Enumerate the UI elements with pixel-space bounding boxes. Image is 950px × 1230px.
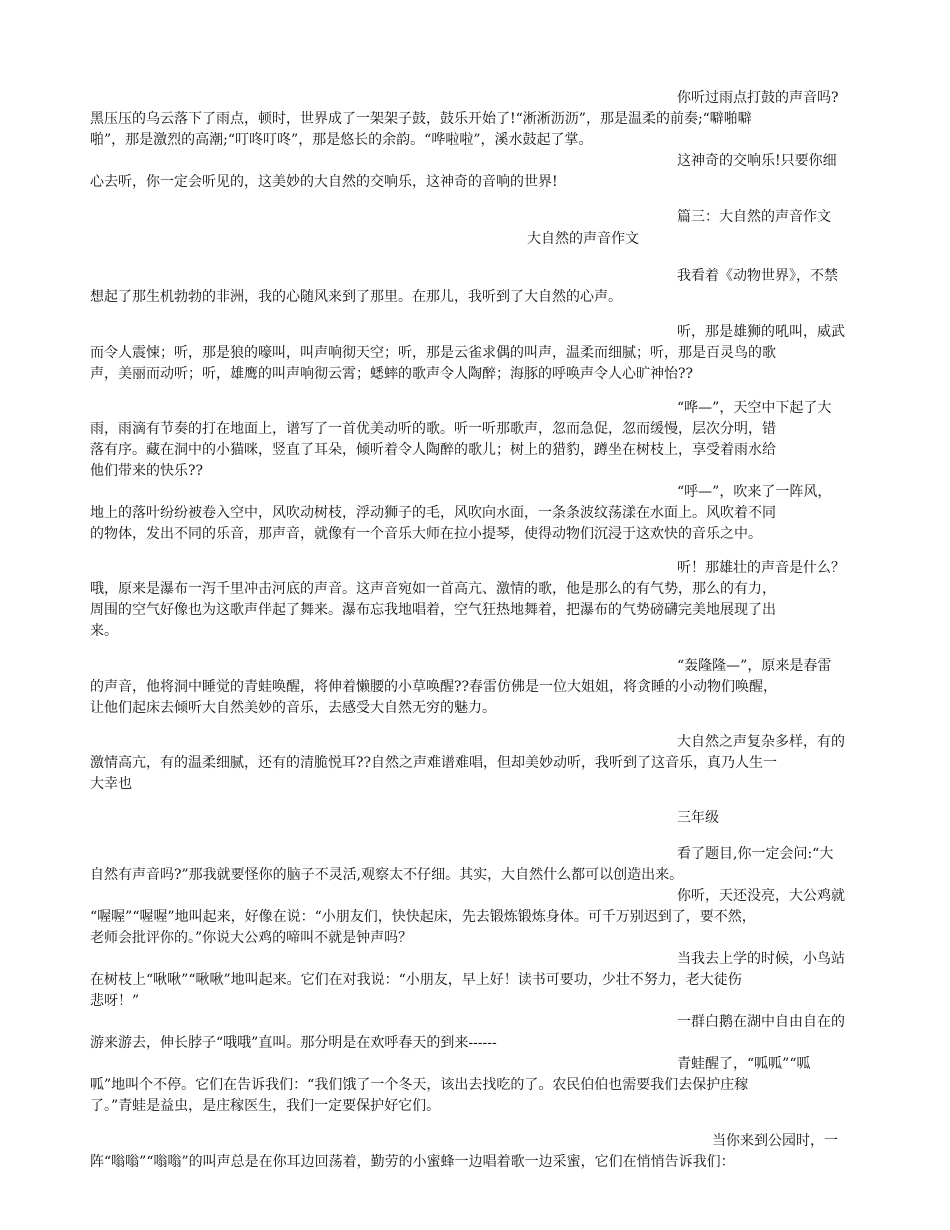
paragraph-line: 我看着《动物世界》，不禁 bbox=[677, 268, 838, 284]
section-heading: 篇三：大自然的声音作文 bbox=[677, 209, 831, 225]
paragraph-line: 的物体，发出不同的乐音，那声音，就像有一个音乐大师在拉小提琴，使得动物们沉浸于这欢快的音乐之中。 bbox=[90, 526, 762, 542]
paragraph-line: 你听，天还没亮，大公鸡就 bbox=[677, 888, 845, 904]
paragraph-line: 周围的空气好像也为这歌声伴起了舞来。瀑布忘我地唱着，空气狂热地舞着，把瀑布的气势磅礴完美地展现了出 bbox=[90, 602, 776, 618]
paragraph-line: 呱”地叫个不停。它们在告诉我们：“我们饿了一个冬天，该出去找吃的了。农民伯伯也需要我们去保护庄稼 bbox=[90, 1077, 749, 1093]
paragraph-line: 雨，雨滴有节奏的打在地面上，谱写了一首优美动听的歌。听一听那歌声，忽而急促，忽而缓慢，层次分明，错 bbox=[90, 421, 776, 437]
paragraph-line: 的声音，他将洞中睡觉的青蛙唤醒，将伸着懒腰的小草唤醒??春雷仿佛是一位大姐姐，将贪睡的小动物们唤醒， bbox=[90, 679, 778, 695]
paragraph-line: 哦，原来是瀑布一泻千里冲击河底的声音。这声音宛如一首高亢、激情的歌，他是那么的有气势，那么的有力， bbox=[90, 581, 776, 597]
paragraph-line: 你听过雨点打鼓的声音吗? bbox=[677, 90, 839, 106]
paragraph-line: 大自然之声复杂多样，有的 bbox=[677, 734, 845, 750]
paragraph-line: 游来游去，伸长脖子“哦哦”直叫。那分明是在欢呼春天的到来------ bbox=[90, 1035, 497, 1051]
paragraph-line: 在树枝上“啾啾”“啾啾”地叫起来。它们在对我说：“小朋友，早上好！读书可要功，少壮不努力，老大徒伤 bbox=[90, 972, 742, 988]
paragraph-line: 他们带来的快乐?? bbox=[90, 463, 204, 479]
paragraph-line: 了。”青蛙是益虫，是庄稼医生，我们一定要保护好它们。 bbox=[90, 1098, 441, 1114]
paragraph-line: 阵“嗡嗡”“嗡嗡”的叫声总是在你耳边回荡着，勤劳的小蜜蜂一边唱着歌一边采蜜，它们在悄悄告诉我们： bbox=[90, 1154, 735, 1170]
paragraph-line: 青蛙醒了，“呱呱”“呱 bbox=[677, 1056, 811, 1072]
paragraph-line: 地上的落叶纷纷被卷入空中，风吹动树枝，浮动狮子的毛，风吹向水面，一条条波纹荡漾在水面上。风吹着不同 bbox=[90, 505, 776, 521]
paragraph-line: 老师会批评你的。”你说大公鸡的啼叫不就是钟声吗？ bbox=[90, 930, 413, 946]
grade-label: 三年级 bbox=[677, 810, 719, 826]
paragraph-line: “哗—”，天空中下起了大 bbox=[677, 400, 832, 416]
paragraph-line: 大幸也 bbox=[90, 776, 132, 792]
paragraph-line: 落有序。藏在洞中的小猫咪，竖直了耳朵，倾听着令人陶醉的歌儿；树上的猎豹，蹲坐在树枝上，享受着雨水给 bbox=[90, 442, 776, 458]
paragraph-line: 自然有声音吗?”那我就要怪你的脑子不灵活,观察太不仔细。其实，大自然什么都可以创造出来。 bbox=[90, 867, 684, 883]
paragraph-line: 这神奇的交响乐!只要你细 bbox=[677, 153, 837, 169]
paragraph-line: 心去听，你一定会听见的，这美妙的大自然的交响乐，这神奇的音响的世界! bbox=[90, 174, 558, 190]
paragraph-line: 激情高亢，有的温柔细腻，还有的清脆悦耳??自然之声难谱难唱，但却美妙动听，我听到了这音乐，真乃人生一 bbox=[90, 755, 778, 771]
paragraph-line: 来。 bbox=[90, 623, 118, 639]
paragraph-line: “喔喔”“喔喔”地叫起来，好像在说：“小朋友们，快快起床，先去锻炼锻炼身体。可千万别迟到了，要不然， bbox=[90, 909, 756, 925]
paragraph-line: “呼—”，吹来了一阵风， bbox=[677, 484, 832, 500]
paragraph-line: 悲呀！” bbox=[90, 993, 140, 1009]
paragraph-line: 当你来到公园时，一 bbox=[712, 1133, 838, 1149]
paragraph-line: 看了题目,你一定会问:“大 bbox=[677, 846, 834, 862]
paragraph-line: 想起了那生机勃勃的非洲，我的心随风来到了那里。在那儿，我听到了大自然的心声。 bbox=[90, 289, 622, 305]
paragraph-line: 啪”，那是激烈的高潮;“叮咚叮咚”，那是悠长的余韵。“哗啦啦”，溪水鼓起了掌。 bbox=[90, 132, 593, 148]
paragraph-line: 一群白鹅在湖中自由自在的 bbox=[677, 1014, 845, 1030]
paragraph-line: 让他们起床去倾听大自然美妙的音乐，去感受大自然无穷的魅力。 bbox=[90, 700, 496, 716]
paragraph-line: 听！那雄壮的声音是什么？ bbox=[677, 560, 845, 576]
paragraph-line: “轰隆隆—”，原来是春雷 bbox=[677, 658, 832, 674]
paragraph-line: 当我去上学的时候，小鸟站 bbox=[677, 951, 845, 967]
paragraph-line: 声，美丽而动听；听，雄鹰的叫声响彻云霄；蟋蟀的歌声令人陶醉；海豚的呼唤声令人心旷神怡?? bbox=[90, 366, 694, 382]
paragraph-line: 而令人震悚；听，那是狼的嚎叫，叫声响彻天空；听，那是云雀求偶的叫声，温柔而细腻；听，那是百灵鸟的歌 bbox=[90, 345, 776, 361]
essay-title: 大自然的声音作文 bbox=[527, 231, 639, 247]
paragraph-line: 黑压压的乌云落下了雨点，顿时，世界成了一架架子鼓，鼓乐开始了!“淅淅沥沥”，那是温柔的前奏;“噼啪噼 bbox=[90, 111, 752, 127]
paragraph-line: 听，那是雄狮的吼叫，威武 bbox=[677, 324, 845, 340]
